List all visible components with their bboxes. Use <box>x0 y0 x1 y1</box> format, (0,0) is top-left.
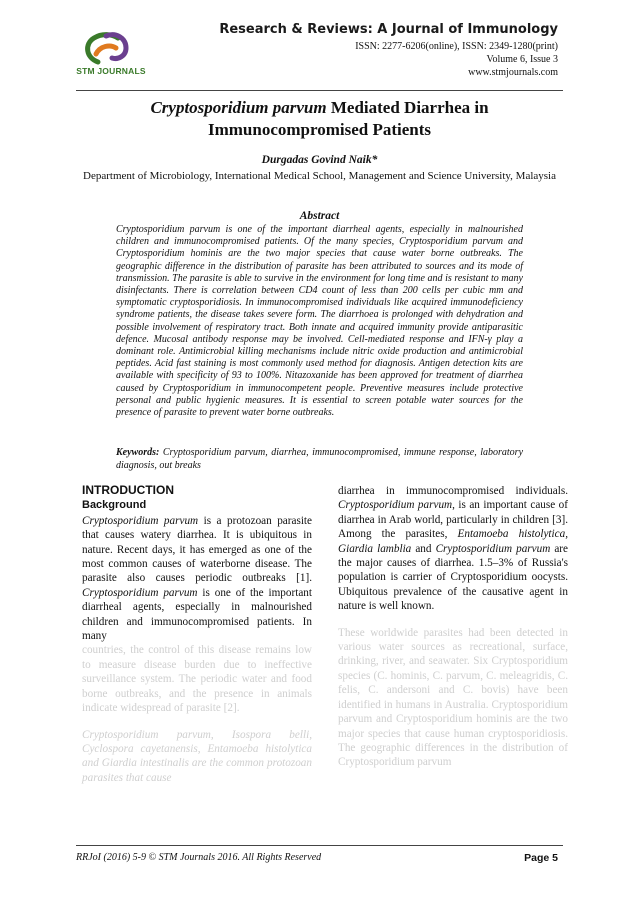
author-name: Durgadas Govind Naik* <box>261 154 378 166</box>
right-p1-italic-2: Entamoeba histolytica, Giardia lamblia <box>338 528 568 555</box>
right-paragraph-1 <box>338 484 568 614</box>
left-p1-italic-mid: Cryptosporidium parvum <box>82 586 198 599</box>
left-column <box>82 483 312 785</box>
left-p1-text-b: is one of the important diarrheal agents, especially in malnourished children and immunocompromised patients. In many <box>82 586 312 643</box>
journal-website[interactable]: www.stmjournals.com <box>468 67 558 78</box>
journal-volume: Volume 6, Issue 3 <box>486 54 558 65</box>
author-affiliation: Department of Microbiology, International Medical School, Management and Science University, Malaysia <box>83 170 556 182</box>
section-heading: INTRODUCTION <box>82 483 174 497</box>
keywords-list: Cryptosporidium parvum, diarrhea, immunocompromised, immune response, laboratory diagnosis, out breaks <box>116 447 524 471</box>
right-p1-text-b: , is an important cause of diarrhea in Arab world, particularly in children [3]. Among the parasites, <box>338 499 569 541</box>
right-p1-text-c: and <box>411 542 436 555</box>
journal-info <box>219 22 558 79</box>
right-p1-text-d: are the major causes of diarrhea. 1.5–3% of Russia's population is carrier of Cryptosporidium oocysts. Ubiquitous prevalence of the causative agent in nature is well known. <box>338 542 569 613</box>
right-paragraph-faded: These worldwide parasites had been detected in various water sources as recreational, surface, drinking, river, and seawater. Six Cryptosporidium species (C. hominis, C. parvum, C. meleagridis, C. felis, C. andersoni and C. bovis) have been identified in humans in Australia. Cryptosporidium parvum and Cryptosporidium hominis are the two major species that cause human cryptosporidiosis. The geographic differences in the distribution of Cryptosporidium parvum <box>338 626 568 769</box>
keywords-label: Keywords: <box>116 447 160 458</box>
right-p1-italic-3: Cryptosporidium parvum <box>435 542 551 555</box>
journal-title: Research & Reviews: A Journal of Immunology <box>219 22 558 37</box>
footer-divider <box>76 845 563 846</box>
left-p1-text-a: is a protozoan parasite that causes watery diarrhea. It is ubiquitous in nature. Recent days, it has emerged as one of the most common causes of waterborne disease. The parasite also causes periodic outbreaks [1]. <box>82 514 312 585</box>
right-p1-text-a: diarrhea in immunocompromised individuals. <box>338 485 568 497</box>
right-column <box>338 484 568 770</box>
abstract-heading: Abstract <box>299 210 340 222</box>
left-p1-italic-start: Cryptosporidium parvum <box>82 514 199 527</box>
journal-issn: ISSN: 2277-6206(online), ISSN: 2349-1280(print) <box>355 41 558 52</box>
subsection-heading: Background <box>82 499 147 512</box>
keywords <box>116 446 523 472</box>
right-p1-italic-1: Cryptosporidium parvum <box>338 499 453 512</box>
abstract-body: Cryptosporidium parvum is one of the important diarrheal agents, especially in malnourished children and immunocompromised patients. Of the many species, Cryptosporidium parvum and Cryptosporidium hominis are the two major species that cause water borne outbreaks. The geographic difference in the distribution of parasite has been attributed to sources and its mode of transmission. The parasite is able to survive in the environment for long time and is resistant to many disinfectants. There is correlation between CD4 count of less than 200 cells per cubic mm and symptomatic cryptosporidiosis. In immunocompromised individuals like acquired immunodeficiency syndrome patients, the disease takes severe form. The diarrhoea is prolonged with dehydration and possible involvement of respiratory tract. Both innate and acquired immunity provide antiparasitic defence. Mucosal antibody response may be involved. Cell-mediated response and IFN-γ play a dominant role. Antimicrobial killing mechanisms include nitric oxide production and antimicrobial peptides. Acid fast staining is most commonly used method for diagnosis. Antigen detection kits are available with specificity of 93 to 100%. Nitazoxanide has been approved for treatment of diarrhea caused by Cryptosporidium in immunocompetent people. Preventive measures include protective personal and public hygienic measures. It is essential to screen potable water sources for the presence of parasite to prevent water borne outbreaks. <box>116 224 523 419</box>
header-divider <box>76 90 563 91</box>
footer-page-number: Page 5 <box>524 852 558 864</box>
article-title-rest: Mediated Diarrhea in Immunocompromised Patients <box>207 98 489 139</box>
left-paragraph-faded-1: countries, the control of this disease remains low to measure disease burden due to ineffective surveillance system. The periodic water and food borne outbreaks, and the presence in animals indicate widespread of parasite [2]. <box>82 644 312 715</box>
article-title-italic: Cryptosporidium parvum <box>150 98 327 117</box>
logo-label: STM JOURNALS <box>76 66 146 76</box>
left-paragraph-1 <box>82 514 312 644</box>
left-paragraph-faded-2: Cryptosporidium parvum, Isospora belli, Cyclospora cayetanensis, Entamoeba histolytica and Giardia intestinalis are the common protozoan parasites that cause <box>82 728 312 784</box>
article-title <box>76 97 563 141</box>
footer-citation: RRJoI (2016) 5-9 © STM Journals 2016. All Rights Reserved <box>76 852 322 863</box>
